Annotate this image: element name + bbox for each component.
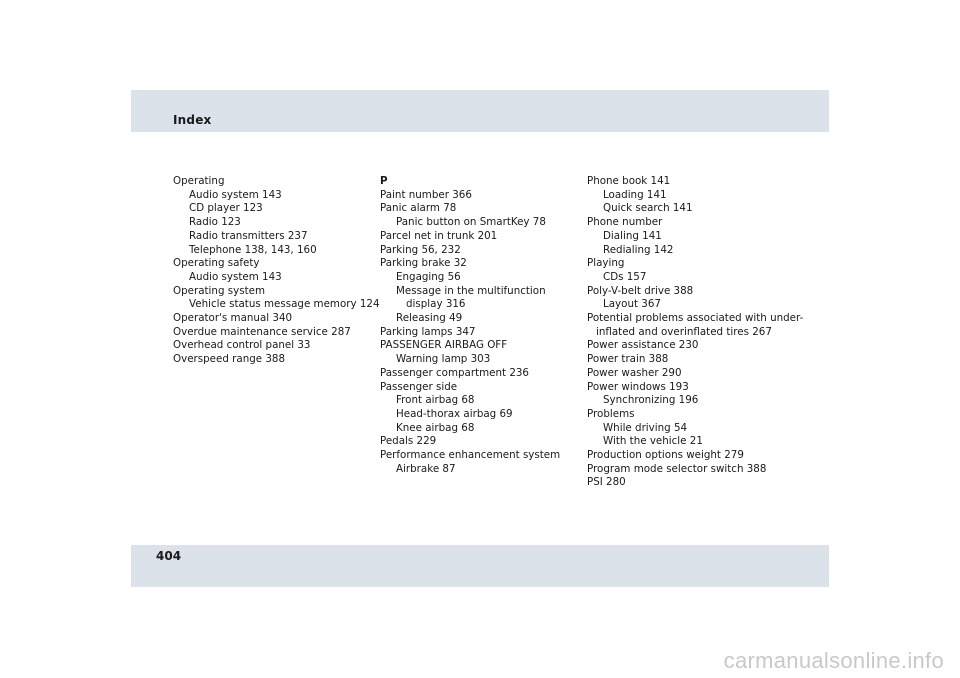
index-entry: Overhead control panel 33 (173, 339, 311, 352)
index-entry: Phone book 141 (587, 175, 671, 187)
index-entry: Operating system (173, 284, 265, 297)
index-subentry: Radio 123 (189, 216, 241, 229)
index-letter-heading: P (380, 175, 388, 187)
index-entry: Power train 388 (587, 353, 669, 366)
index-entry: Overspeed range 388 (173, 353, 286, 366)
index-entry: Parking 56, 232 (380, 243, 461, 256)
index-entry: Power assistance 230 (587, 339, 699, 352)
index-column-1 (173, 175, 380, 367)
index-entry: Program mode selector switch 388 (587, 462, 767, 475)
index-entry: Production options weight 279 (587, 449, 744, 462)
index-entry: Phone number (587, 216, 663, 229)
index-subentry: Releasing 49 (396, 312, 463, 325)
index-entry: Operating safety (173, 257, 260, 270)
index-subentry: Vehicle status message memory 124 (189, 298, 380, 311)
index-entry: Pedals 229 (380, 435, 437, 448)
index-entry: PSI 280 (587, 476, 626, 489)
index-column-3 (587, 175, 802, 490)
index-subentry: Audio system 143 (189, 188, 282, 201)
index-subentry: Audio system 143 (189, 270, 282, 283)
index-entry: Performance enhancement system (380, 449, 561, 462)
index-subentry: Quick search 141 (603, 202, 693, 215)
index-entry: Problems (587, 407, 635, 420)
index-entry: Poly-V-belt drive 388 (587, 284, 694, 297)
index-subentry: Synchronizing 196 (603, 394, 699, 407)
index-subentry: While driving 54 (603, 421, 688, 434)
index-entry: Passenger side (380, 380, 458, 393)
index-subentry: Layout 367 (603, 298, 661, 311)
index-subentry: Loading 141 (603, 188, 667, 201)
index-entry: Operator's manual 340 (173, 312, 293, 325)
index-entry: Playing (587, 257, 625, 270)
index-entry: Parking brake 32 (380, 257, 467, 270)
index-entry: Potential problems associated with under- (587, 312, 804, 325)
index-subentry: Head-thorax airbag 69 (396, 407, 513, 420)
index-subentry: Redialing 142 (603, 243, 674, 256)
index-entry: Passenger compartment 236 (380, 366, 529, 379)
index-entry: Power washer 290 (587, 366, 682, 379)
index-entry: Panic alarm 78 (380, 202, 457, 215)
index-subentry: Engaging 56 (396, 270, 461, 283)
footer-band (131, 545, 829, 587)
watermark-text[interactable]: carmanualsonline.info (723, 648, 944, 673)
index-entry: Power windows 193 (587, 380, 689, 393)
index-entry: Parcel net in trunk 201 (380, 229, 498, 242)
index-entry: Paint number 366 (380, 188, 472, 201)
index-subentry: Knee airbag 68 (396, 421, 475, 434)
index-entry: PASSENGER AIRBAG OFF (380, 339, 508, 352)
index-subentry: Front airbag 68 (396, 394, 475, 407)
index-subentry: Panic button on SmartKey 78 (396, 216, 546, 229)
index-subentry: Warning lamp 303 (396, 353, 491, 366)
index-column-2 (380, 175, 580, 476)
index-subentry: inflated and overinflated tires 267 (596, 325, 772, 338)
index-subentry: display 316 (406, 298, 466, 311)
index-subentry: Airbrake 87 (396, 462, 456, 475)
index-entry: Operating (173, 175, 225, 187)
index-subentry: Message in the multifunction (396, 284, 546, 297)
index-subentry: Radio transmitters 237 (189, 229, 308, 242)
index-subentry: CD player 123 (189, 202, 263, 215)
index-subentry: Dialing 141 (603, 229, 662, 242)
page-number: 404 (156, 549, 182, 563)
index-subentry: CDs 157 (603, 270, 647, 283)
index-entry: Parking lamps 347 (380, 325, 476, 338)
header-band (131, 90, 829, 132)
index-subentry: With the vehicle 21 (603, 435, 703, 448)
index-subentry: Telephone 138, 143, 160 (189, 243, 317, 256)
page-title: Index (173, 113, 212, 127)
index-entry: Overdue maintenance service 287 (173, 325, 351, 338)
